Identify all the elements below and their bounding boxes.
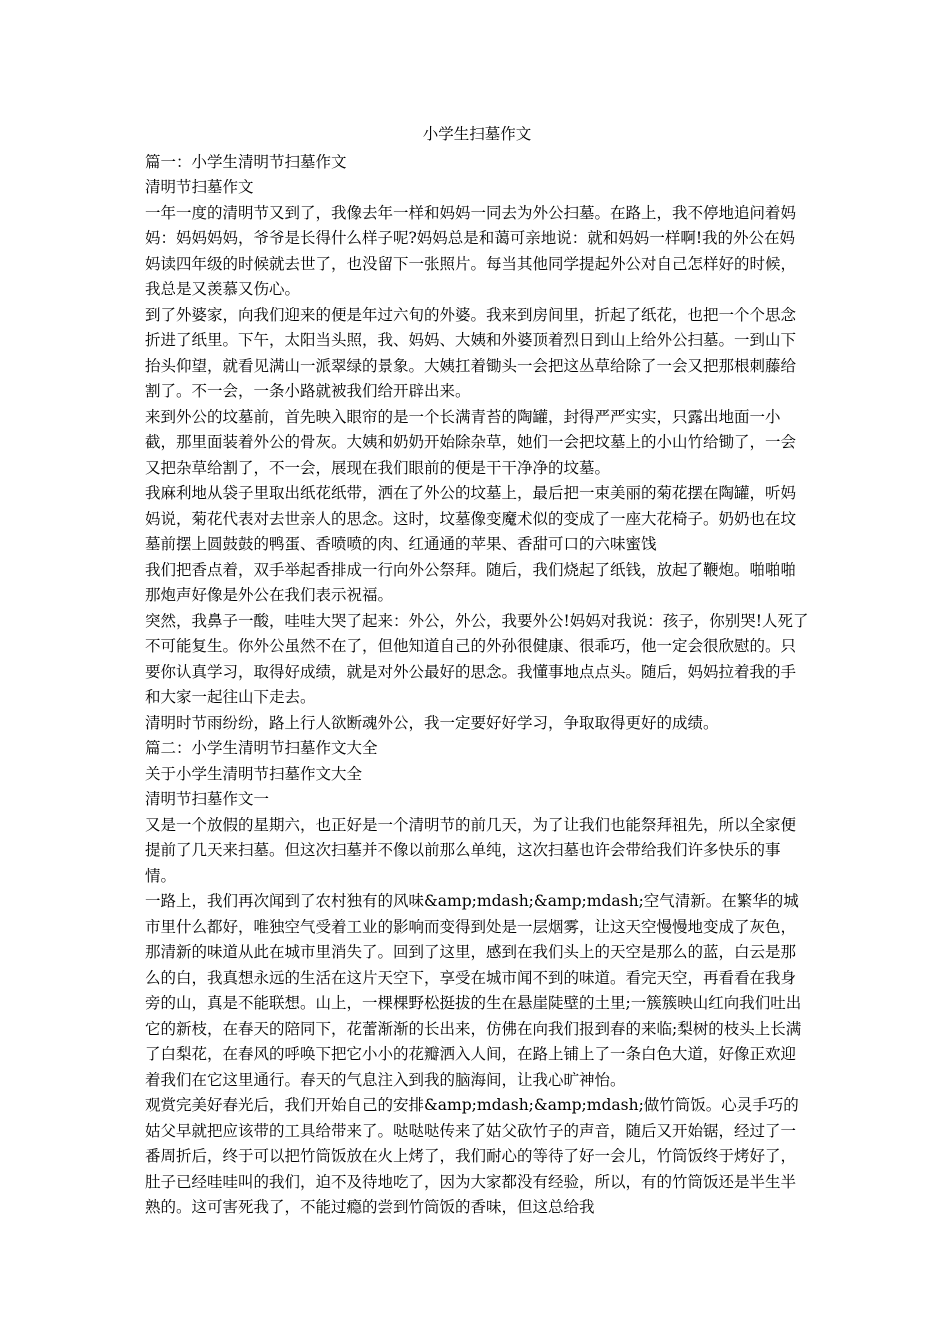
paragraph: 清明时节雨纷纷，路上行人欲断魂外公，我一定要好好学习，争取取得更好的成绩。 (145, 713, 719, 732)
paragraph: 又是一个放假的星期六，也正好是一个清明节的前几天，为了让我们也能祭拜祖先，所以全家便提前了几天来扫墓。但这次扫墓并不像以前那么单纯，这次扫墓也许会带给我们许多快乐的事情。 (145, 815, 797, 885)
document-title: 小学生扫墓作文 (422, 125, 532, 143)
document-body (145, 122, 809, 1221)
essay-title-1: 清明节扫墓作文 (145, 178, 254, 196)
paragraph: 突然，我鼻子一酸，哇哇大哭了起来：外公，外公，我要外公!妈妈对我说：孩子，你别哭!人死了不可能复生。你外公虽然不在了，但他知道自己的外孙很健康、很乖巧，他一定会很欣慰的。只要你认真学习，取得好成绩，就是对外公最好的思念。我懂事地点点头。随后，妈妈拉着我的手和大家一起往山下走去。 (145, 611, 809, 706)
paragraph: 到了外婆家，向我们迎来的便是年过六旬的外婆。我来到房间里，折起了纸花，也把一个个思念折进了纸里。下午，太阳当头照，我、妈妈、大姨和外婆顶着烈日到山上给外公扫墓。一到山下抬头仰望，就看见满山一派翠绿的景象。大姨扛着锄头一会把这丛草给除了一会又把那根刺藤给割了。不一会，一条小路就被我们给开辟出来。 (145, 305, 797, 400)
paragraph: 一路上，我们再次闻到了农村独有的风味&amp;mdash;&amp;mdash;空气清新。在繁华的城市里什么都好，唯独空气受着工业的影响而变得到处是一层烟雾，让这天空慢慢地变成了灰色，那清新的味道从此在城市里消失了。回到了这里，感到在我们头上的天空是那么的蓝，白云是那么的白，我真想永远的生活在这片天空下，享受在城市闻不到的味道。看完天空，再看看在我身旁的山，真是不能联想。山上，一棵棵野松挺拔的生在悬崖陡壁的土里;一簇簇映山红向我们吐出它的新枝，在春天的陪同下，花蕾渐渐的长出来，仿佛在向我们报到春的来临;梨树的枝头上长满了白梨花，在春风的呼唤下把它小小的花瓣洒入人间，在路上铺上了一条白色大道，好像正欢迎着我们在它这里通行。春天的气息注入到我的脑海间，让我心旷神怡。 (145, 892, 802, 1089)
subheading: 关于小学生清明节扫墓作文大全 (145, 764, 363, 783)
paragraph: 我麻利地从袋子里取出纸花纸带，洒在了外公的坟墓上，最后把一束美丽的菊花摆在陶罐，听妈妈说，菊花代表对去世亲人的思念。这时，坟墓像变魔术似的变成了一座大花椅子。奶奶也在坟墓前摆上圆鼓鼓的鸭蛋、香喷喷的肉、红通通的苹果、香甜可口的六味蜜饯 (145, 484, 797, 553)
section-heading-2: 篇二：小学生清明节扫墓作文大全 (145, 739, 378, 757)
section-heading-1: 篇一：小学生清明节扫墓作文 (145, 152, 347, 171)
paragraph: 观赏完美好春光后，我们开始自己的安排&amp;mdash;&amp;mdash;做竹筒饭。心灵手巧的姑父早就把应该带的工具给带来了。哒哒哒传来了姑父砍竹子的声音，随后又开始锯，经过了一番周折后，终于可以把竹筒饭放在火上烤了，我们耐心的等待了好一会儿，竹筒饭终于烤好了，肚子已经哇哇叫的我们，迫不及待地吃了，因为大家都没有经验，所以，有的竹筒饭还是半生半熟的。这可害死我了，不能过瘾的尝到竹筒饭的香味，但这总给我 (145, 1096, 799, 1216)
paragraph: 一年一度的清明节又到了，我像去年一样和妈妈一同去为外公扫墓。在路上，我不停地追问着妈妈：妈妈妈妈，爷爷是长得什么样子呢?妈妈总是和蔼可亲地说：就和妈妈一样啊!我的外公在妈妈读四年级的时候就去世了，也没留下一张照片。每当其他同学提起外公对自己怎样好的时候，我总是又羡慕又伤心。 (145, 203, 797, 298)
essay-title-2: 清明节扫墓作文一 (145, 790, 270, 808)
paragraph: 我们把香点着，双手举起香排成一行向外公祭拜。随后，我们烧起了纸钱，放起了鞭炮。啪啪啪那炮声好像是外公在我们表示祝福。 (145, 560, 797, 604)
paragraph: 来到外公的坟墓前，首先映入眼帘的是一个长满青苔的陶罐，封得严严实实，只露出地面一小截，那里面装着外公的骨灰。大姨和奶奶开始除杂草，她们一会把坟墓上的小山竹给锄了，一会又把杂草给割了，不一会，展现在我们眼前的便是干干净净的坟墓。 (145, 407, 797, 477)
